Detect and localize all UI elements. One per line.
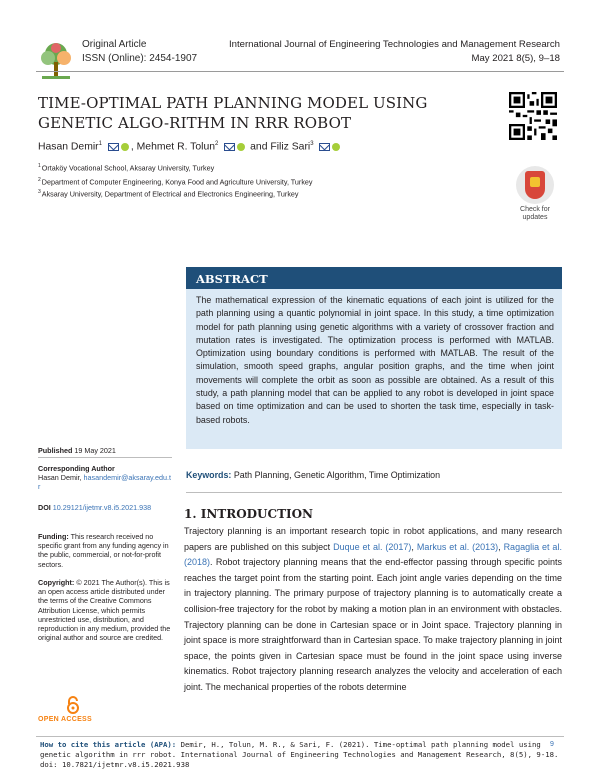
email-icon[interactable] [224,143,235,151]
author-sup: 1 [98,141,102,147]
author-conjunction: and [250,141,268,153]
citation-footer: How to cite this article (APA): Demir, H., Tolun, M. R., & Sari, F. (2021). Time-optimal path planning model using genetic algorithm in rrr robot. International Journal of Engineering Technologies and Management Research, 8(5), 9-18. doi: 10.7821/ijetmr.v8.i5.2021.938 [40,740,559,769]
journal-name: International Journal of Engineering Technologies and Management Research [228,39,560,50]
section-heading: 1. INTRODUCTION [184,507,314,521]
issue-info: May 2021 8(5), 9–18 [471,53,560,64]
abstract-heading: ABSTRACT [186,267,562,289]
affiliation: $^2$Department of Computer Engineering, Konya Food and Agriculture University, Turkey [38,177,313,187]
page-number: 9 [550,741,554,748]
citation-link[interactable]: Markus et al. (2013) [416,541,499,552]
author-list [38,141,342,152]
check-updates-line2: updates [522,214,548,221]
qr-code-icon [509,92,557,140]
email-icon[interactable] [108,143,119,151]
email-icon[interactable] [319,143,330,151]
author-separator: , [130,141,134,153]
copyright-info: Copyright: © 2021 The Author(s). This is an open access article distributed under the terms of the Creative Commons Attribution License, which permits unrestricted use, distribution, and reproduction in any medium, provided the original author and source are credited. [38,578,171,643]
check-for-updates-badge[interactable] [513,166,557,220]
orcid-icon[interactable] [332,143,340,151]
abstract-text: The mathematical expression of the kinematic equations of each joint is utilized for the path planning using a quantic polynomial in joint space. In this study, a time optimization model for path planning using genetic algorithms with a variety of crossover fraction and mutation rates is investigated. The optimization process is performed with MATLAB. Optimization using boundary conditions is performed with MATLAB. The result of the simulation, smooth speed graphs, angular position graphs, and the time when joint movements will complete the orbit as soon as possible are obtained. As a result of this study, a path planning model that can be applied to any robot is developed in joint space based on time optimization and can be used to shorten the task time, especially in task-based robots. [186,289,562,449]
affiliation: $^3$Aksaray University, Department of Electrical and Electronics Engineering, Turkey [38,189,299,199]
corresponding-author: Corresponding Author Hasan Demir, hasandemir@aksaray.edu.tr [38,464,172,492]
author-name[interactable]: Hasan Demir [38,141,99,153]
citation-link[interactable]: Ragaglia et al. (2018) [184,541,562,568]
open-access-icon [66,696,80,714]
footer-divider [36,736,564,737]
published-info: Published 19 May 2021 [38,446,116,455]
keywords: Keywords: Path Planning, Genetic Algorithm, Time Optimization [186,470,441,480]
orcid-icon[interactable] [121,143,129,151]
orcid-icon[interactable] [237,143,245,151]
check-updates-line1: Check for [520,206,550,213]
doi-link[interactable]: 10.29121/ijetmr.v8.i5.2021.938 [52,503,152,512]
author-email-link[interactable]: hasandemir@aksaray.edu.tr [38,473,172,492]
issn: ISSN (Online): 2454-1907 [82,53,198,64]
open-access-badge [38,696,118,726]
header-divider [36,71,564,72]
article-title: TIME-OPTIMAL PATH PLANNING MODEL USING GENETIC ALGO-RITHM IN RRR ROBOT [38,94,428,132]
funding-info: Funding: This research received no specific grant from any funding agency in the public, commercial, or not-for-profit sectors. [38,532,169,569]
affiliation: $^1$Ortaköy Vocational School, Aksaray University, Turkey [38,163,215,173]
citation-link[interactable]: Duque et al. (2017) [333,541,412,552]
check-updates-icon [516,166,554,204]
article-type: Original Article [82,39,147,50]
doi-info: DOI 10.29121/ijetmr.v8.i5.2021.938 [38,503,152,512]
author-name[interactable]: Filiz Sari [270,141,311,153]
open-access-label: OPEN ACCESS [38,716,92,723]
author-name[interactable]: Mehmet R. Tolun [136,141,216,153]
sidebar-divider [38,457,172,458]
author-sup: 3 [310,141,314,147]
author-sup: 2 [215,141,219,147]
journal-logo-icon [36,40,76,84]
introduction-text: Trajectory planning is an important research topic in robot applications, and many research papers are published on this subject Duque et al. (2017), Markus et al. (2013), Ragaglia et al. (2018). Robot trajectory planning means that the end-effector passing through specific points reaches the target point from the starting point. Each joint angle varies depending on the time in trajectory planning. The primary purpose of trajectory planning is to automatically create a collision-free trajectory for the robot by making a motion plan in an environment with obstacles. Trajectory planning can be done in Cartesian space or in Joint space. Trajectory planning in joint space is more straightforward than in Cartesian space. To make trajectory planning in joint space, the points given in Cartesian space must be found in the joint space using inverse kinematics. Robot trajectory planning research analyzes the velocity and acceleration of each joint. The mechanical properties of the robots determine [184,526,562,692]
keywords-divider [186,492,562,493]
